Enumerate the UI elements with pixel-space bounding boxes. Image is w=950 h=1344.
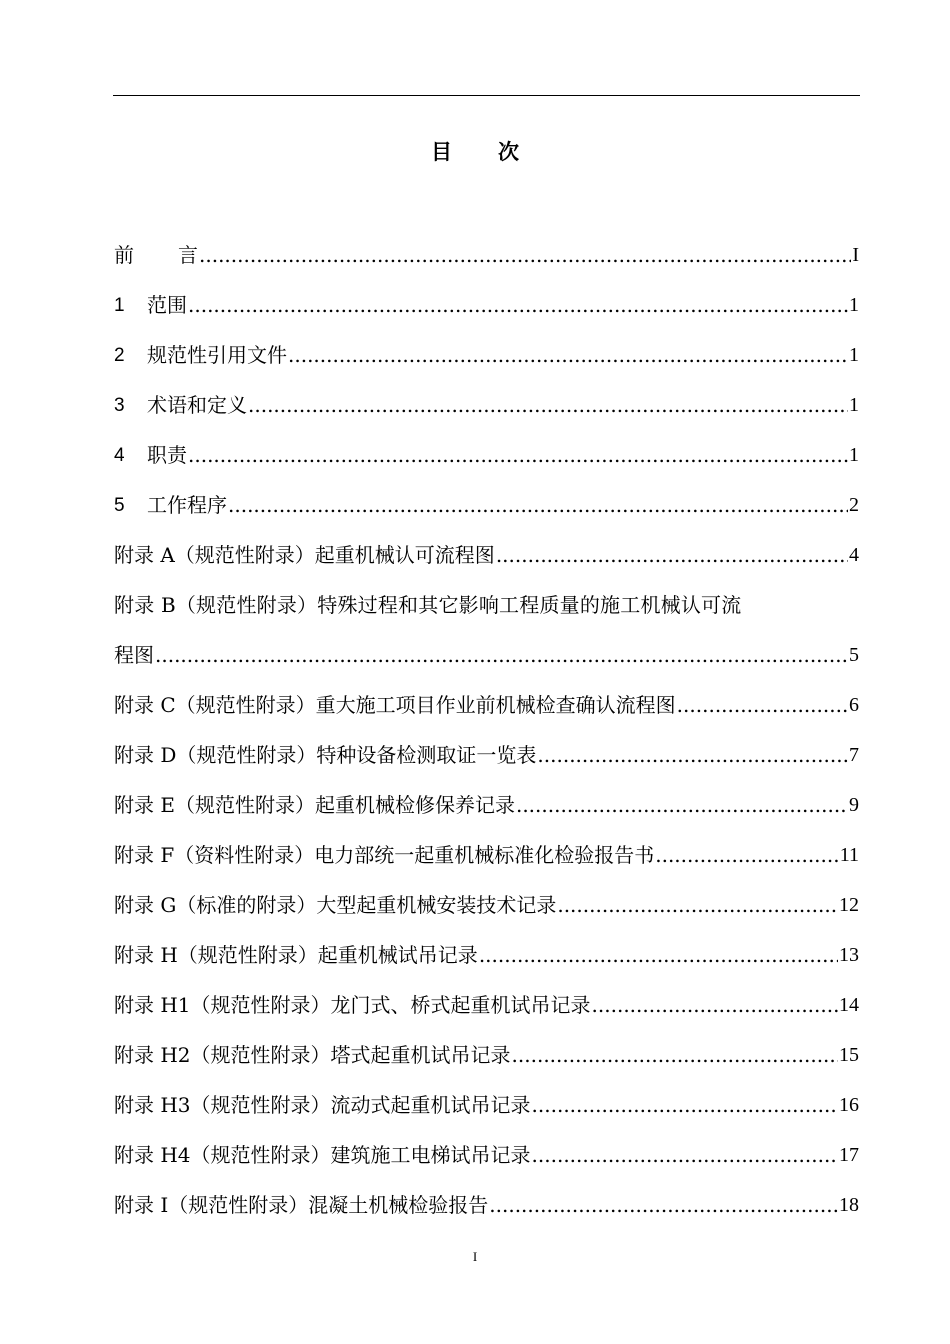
toc-entry-label: 附录 H1（规范性附录）龙门式、桥式起重机试吊记录 [114, 993, 591, 1017]
toc-title [0, 136, 950, 166]
toc-entry-label: 工作程序 [147, 493, 227, 517]
toc-entry-appendix-b-line-1[interactable] [114, 580, 859, 630]
toc-entry-label: 附录 A（规范性附录）起重机械认可流程图 [114, 543, 495, 567]
toc-entry-appendix-g[interactable] [114, 880, 859, 930]
toc-entry-section-5[interactable] [114, 480, 859, 530]
toc-entry-label: 程图 [114, 643, 154, 667]
toc-entry-label: 附录 B（规范性附录）特殊过程和其它影响工程质量的施工机械认可流 [114, 593, 742, 617]
section-number: 1 [114, 294, 125, 316]
toc-entry-label: 前 言 [114, 243, 198, 267]
toc-entry-page: 13 [839, 944, 859, 966]
toc-entry-section-1[interactable] [114, 280, 859, 330]
toc-entry-appendix-i[interactable] [114, 1180, 859, 1230]
leader-dots [677, 695, 848, 715]
leader-dots [248, 395, 848, 415]
toc-entry-label: 附录 E（规范性附录）起重机械检修保养记录 [114, 793, 515, 817]
toc-entry-appendix-e[interactable] [114, 780, 859, 830]
toc-entry-page: 7 [849, 744, 859, 766]
section-number: 3 [114, 394, 125, 416]
toc-entry-page: 4 [849, 544, 859, 566]
leader-dots [532, 1095, 838, 1115]
toc-entry-label: 附录 H3（规范性附录）流动式起重机试吊记录 [114, 1093, 531, 1117]
section-number: 2 [114, 344, 125, 366]
section-number: 5 [114, 494, 125, 516]
toc-entry-page: 15 [839, 1044, 859, 1066]
toc-entry-label: 附录 C（规范性附录）重大施工项目作业前机械检查确认流程图 [114, 693, 676, 717]
toc-entry-page: 1 [849, 344, 859, 366]
toc-entry-appendix-a[interactable] [114, 530, 859, 580]
toc-entry-section-2[interactable] [114, 330, 859, 380]
leader-dots [188, 295, 848, 315]
toc-entry-section-4[interactable] [114, 430, 859, 480]
toc-entry-page: 1 [849, 294, 859, 316]
toc-entry-label: 附录 H2（规范性附录）塔式起重机试吊记录 [114, 1043, 511, 1067]
header-rule [113, 95, 860, 96]
toc-entry-page: 1 [849, 394, 859, 416]
toc-entry-page: 17 [839, 1144, 859, 1166]
toc-entry-appendix-h1[interactable] [114, 980, 859, 1030]
leader-dots [532, 1145, 838, 1165]
leader-dots [557, 895, 838, 915]
table-of-contents [114, 230, 859, 1230]
toc-title-char-2: 次 [498, 140, 519, 164]
toc-entry-page: 18 [839, 1194, 859, 1216]
toc-entry-appendix-h4[interactable] [114, 1130, 859, 1180]
leader-dots [199, 245, 851, 265]
toc-entry-section-3[interactable] [114, 380, 859, 430]
toc-entry-label: 职责 [147, 443, 187, 467]
toc-entry-appendix-h3[interactable] [114, 1080, 859, 1130]
leader-dots [155, 645, 848, 665]
toc-entry-appendix-f[interactable] [114, 830, 859, 880]
toc-entry-label: 附录 H4（规范性附录）建筑施工电梯试吊记录 [114, 1143, 531, 1167]
toc-entry-page: 12 [839, 894, 859, 916]
leader-dots [288, 345, 848, 365]
toc-entry-page: 2 [849, 494, 859, 516]
toc-entry-page: 5 [849, 644, 859, 666]
leader-dots [489, 1195, 838, 1215]
toc-entry-label: 规范性引用文件 [147, 343, 287, 367]
toc-entry-label: 附录 D（规范性附录）特种设备检测取证一览表 [114, 743, 537, 767]
leader-dots [537, 745, 848, 765]
leader-dots [655, 845, 839, 865]
toc-entry-appendix-b-line-2[interactable] [114, 630, 859, 680]
toc-title-char-1: 目 [431, 140, 452, 164]
toc-entry-page: 11 [839, 844, 859, 866]
toc-entry-page: 14 [839, 994, 859, 1016]
page-number-footer: I [472, 1249, 478, 1264]
toc-entry-preface[interactable] [114, 230, 859, 280]
toc-entry-label: 附录 I（规范性附录）混凝土机械检验报告 [114, 1193, 489, 1217]
section-number: 4 [114, 444, 125, 466]
toc-entry-label: 附录 G（标准的附录）大型起重机械安装技术记录 [114, 893, 557, 917]
toc-entry-label: 术语和定义 [147, 393, 247, 417]
leader-dots [512, 1045, 838, 1065]
toc-entry-page: 9 [849, 794, 859, 816]
toc-entry-label: 范围 [147, 293, 187, 317]
toc-entry-label: 附录 H（规范性附录）起重机械试吊记录 [114, 943, 478, 967]
toc-entry-label: 附录 F（资料性附录）电力部统一起重机械标准化检验报告书 [114, 843, 655, 867]
toc-entry-appendix-h[interactable] [114, 930, 859, 980]
leader-dots [479, 945, 838, 965]
leader-dots [592, 995, 838, 1015]
toc-entry-appendix-c[interactable] [114, 680, 859, 730]
toc-entry-page: 1 [849, 444, 859, 466]
leader-dots [188, 445, 848, 465]
toc-entry-appendix-h2[interactable] [114, 1030, 859, 1080]
leader-dots [496, 545, 848, 565]
leader-dots [228, 495, 848, 515]
toc-entry-appendix-d[interactable] [114, 730, 859, 780]
toc-entry-page: I [852, 244, 859, 266]
toc-entry-page: 6 [849, 694, 859, 716]
toc-entry-page: 16 [839, 1094, 859, 1116]
leader-dots [516, 795, 848, 815]
